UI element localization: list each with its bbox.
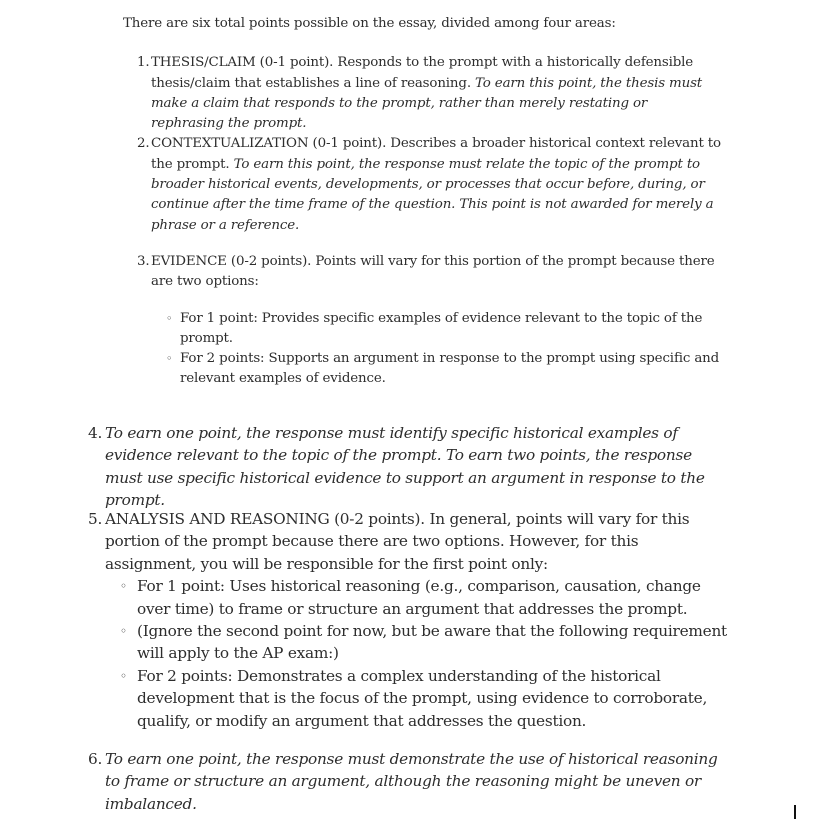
item-italic-text: To earn this point, the thesis must make a claim that responds to the prompt, rather than merely restating or rephrasing the prompt. [151,75,703,132]
rubric-upper-section [123,14,723,390]
rubric-item-analysis [88,508,728,732]
circle-bullet-icon: ◦ [120,579,127,594]
circle-bullet-icon: ◦ [120,668,127,683]
option-text: For 1 point: Uses historical reasoning (e.g., comparison, causation, change over time) to frame or structure an argument that addresses the prompt. [137,577,701,618]
option-text: For 1 point: Provides specific examples of evidence relevant to the topic of the prompt. [180,310,703,346]
rubric-list-upper [123,53,723,292]
rubric-item-evidence [123,252,723,293]
item-italic-text: To earn one point, the response must identify specific historical examples of evidence relevant to the topic of the prompt. To earn two points, the response must use specific historical evidence to support an argument in response to the prompt. [105,424,705,510]
option-text: For 2 points: Supports an argument in response to the prompt using specific and relevant examples of evidence. [180,351,720,387]
list-item [123,349,723,390]
analysis-options-list [88,575,728,732]
item-italic-text: To earn one point, the response must demonstrate the use of historical reasoning to frame or structure an argument, although the reasoning might be uneven or imbalanced. [105,750,718,813]
item-number: 2. [137,136,150,152]
list-item [88,665,728,732]
item-text: THESIS/CLAIM (0-1 point). Responds to the prompt with a historically defensible thesis/claim that establishes a line of reasoning. [151,55,694,91]
item-number: 3. [137,253,150,269]
intro-text: There are six total points possible on the essay, divided among four areas: [123,16,616,31]
evidence-options-list [123,309,723,390]
rubric-item-contextualization [123,134,723,235]
circle-bullet-icon: ◦ [166,352,173,366]
list-item [88,620,728,665]
circle-bullet-icon: ◦ [120,624,127,639]
rubric-item-evidence-criteria [88,422,728,512]
item-number: 4. [88,424,103,442]
item-text: ANALYSIS AND REASONING (0-2 points). In general, points will vary for this portion of the prompt because there are two options. However, for this assignment, you will be responsible for the first point only: [105,510,690,573]
rubric-item-reasoning-criteria [88,748,728,815]
text-cursor-icon [794,805,796,819]
option-text: (Ignore the second point for now, but be aware that the following requirement will apply to the AP exam:) [137,622,727,663]
item-number: 6. [88,750,103,768]
item-italic-text: To earn this point, the response must relate the topic of the prompt to broader historical events, developments, or processes that occur before, during, or continue after the time frame of the question. This point is not awarded for merely a phrase or a reference. [151,156,714,233]
item-number: 5. [88,510,103,528]
option-text: For 2 points: Demonstrates a complex understanding of the historical development that is the focus of the prompt, using evidence to corroborate, qualify, or modify an argument that addresses the question. [137,666,708,730]
list-item [123,309,723,350]
item-text: EVIDENCE (0-2 points). Points will vary for this portion of the prompt because there are two options: [151,253,715,290]
rubric-item-thesis [123,53,723,134]
list-item [88,575,728,620]
item-number: 1. [137,55,150,71]
item-text: CONTEXTUALIZATION (0-1 point). Describes a broader historical context relevant to the prompt. [151,136,721,172]
circle-bullet-icon: ◦ [166,311,173,325]
